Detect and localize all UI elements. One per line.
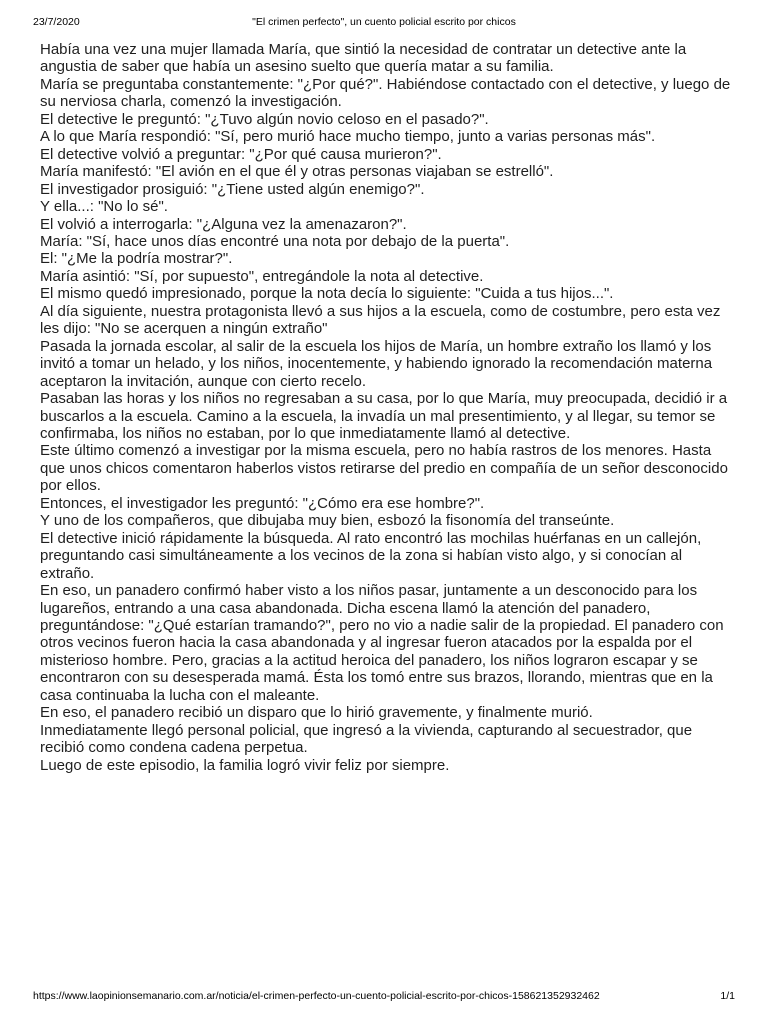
print-date: 23/7/2020 [33, 16, 80, 28]
story-paragraph: El: "¿Me la podría mostrar?". [40, 250, 233, 268]
story-paragraph: Y uno de los compañeros, que dibujaba muy bien, esbozó la fisonomía del transeúnte. [40, 512, 615, 530]
story-paragraph: En eso, un panadero confirmó haber visto a los niños pasar, juntamente a un desconocido para los lugareños, entrando a una casa abandonada. Dicha escena llamó la atención del panadero, preguntándose: "¿Qué estarían tramando?", pero no vio a nadie salir de la propiedad. El panadero con otros vecinos fueron hacia la casa abandonada y al ingresar fueron atacados por la espalda por el misterioso hombre. Pero, gracias a la actitud heroica del panadero, los niños lograron escapar y se encontraron con su desesperada mamá. Ésta los tomó entre sus brazos, llorando, mientras que en la casa continuaba la lucha con el maleante. [40, 582, 724, 704]
story-paragraph: A lo que María respondió: "Sí, pero murió hace mucho tiempo, junto a varias personas más". [40, 128, 656, 146]
story-paragraph: El detective inició rápidamente la búsqueda. Al rato encontró las mochilas huérfanas en un callejón, preguntando casi simultáneamente a los vecinos de la zona si habían visto algo, y si conocían al extraño. [40, 529, 702, 582]
story-paragraph: Inmediatamente llegó personal policial, que ingresó a la vivienda, capturando al secuestrador, que recibió como condena cadena perpetua. [40, 721, 693, 757]
story-paragraph: El volvió a interrogarla: "¿Alguna vez la amenazaron?". [40, 215, 407, 233]
story-paragraph: María asintió: "Sí, por supuesto", entregándole la nota al detective. [40, 267, 484, 285]
story-paragraph: Luego de este episodio, la familia logró vivir feliz por siempre. [40, 756, 450, 774]
story-paragraph: Entonces, el investigador les preguntó: "¿Cómo era ese hombre?". [40, 494, 485, 512]
story-paragraph: Este último comenzó a investigar por la misma escuela, pero no había rastros de los menores. Hasta que unos chicos comentaron haberlos vistos retirarse del predio en compañía de un señor desconocido por ellos. [40, 442, 728, 495]
story-paragraph: María manifestó: "El avión en el que él y otras personas viajaban se estrelló". [40, 163, 554, 181]
print-header [0, 16, 768, 30]
print-footer [0, 990, 768, 1003]
story-paragraph: Pasada la jornada escolar, al salir de la escuela los hijos de María, un hombre extraño los llamó y los invitó a tomar un helado, y los niños, inocentemente, y habiendo ignorado la recomendación materna aceptaron la invitación, aunque con cierto recelo. [40, 337, 713, 390]
story-paragraph: Al día siguiente, nuestra protagonista llevó a sus hijos a la escuela, como de costumbre, pero esta vez les dijo: "No se acerquen a ningún extraño" [40, 302, 721, 338]
story-paragraph: El investigador prosiguió: "¿Tiene usted algún enemigo?". [40, 180, 425, 198]
story-paragraph: Pasaban las horas y los niños no regresaban a su casa, por lo que María, muy preocupada, decidió ir a buscarlos a la escuela. Camino a la escuela, la invadía un mal presentimiento, y al llegar, su temor se confirmaba, los niños no estaban, por lo que inmediatamente llamó al detective. [40, 390, 728, 442]
print-title: "El crimen perfecto", un cuento policial escrito por chicos [252, 16, 516, 28]
story-paragraph: En eso, el panadero recibió un disparo que lo hirió gravemente, y finalmente murió. [40, 704, 593, 722]
page-number: 1/1 [720, 990, 735, 1002]
story-paragraph: El detective le preguntó: "¿Tuvo algún novio celoso en el pasado?". [40, 110, 489, 128]
story-paragraph: El detective volvió a preguntar: "¿Por qué causa murieron?". [40, 145, 442, 163]
story-paragraph: Había una vez una mujer llamada María, que sintió la necesidad de contratar un detective ante la angustia de saber que había un asesino suelto que quería matar a su familia. [40, 41, 687, 76]
story-paragraph: Y ella...: "No lo sé". [40, 198, 168, 216]
story-paragraph: El mismo quedó impresionado, porque la nota decía lo siguiente: "Cuida a tus hijos...". [40, 285, 614, 303]
story-paragraph: María: "Sí, hace unos días encontré una nota por debajo de la puerta". [40, 232, 510, 250]
story-body [40, 41, 738, 774]
source-url: https://www.laopinionsemanario.com.ar/noticia/el-crimen-perfecto-un-cuento-policial-escrito-por-chicos-158621352932462 [33, 990, 600, 1002]
story-paragraph: María se preguntaba constantemente: "¿Por qué?". Habiéndose contactado con el detective, y luego de su nerviosa charla, comenzó la investigación. [40, 75, 731, 111]
